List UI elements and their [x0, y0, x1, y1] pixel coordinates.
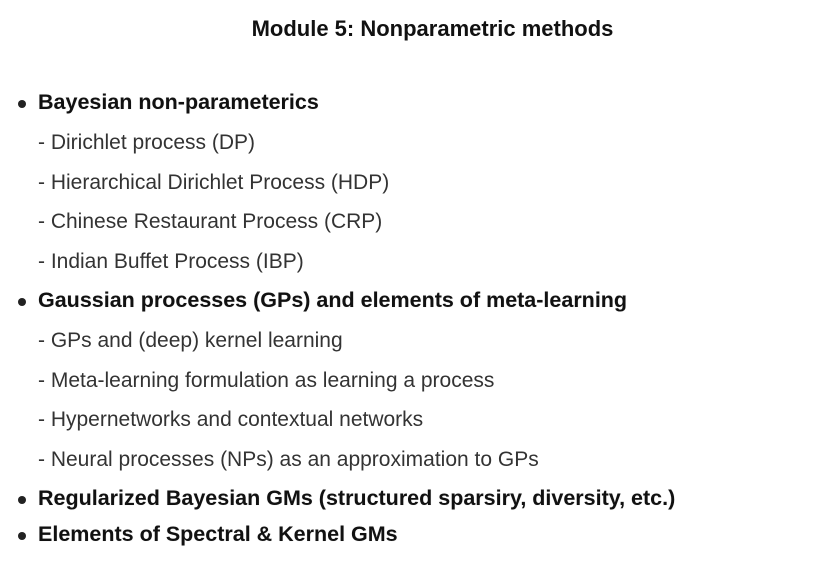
list-item: - Dirichlet process (DP)	[38, 131, 256, 154]
page-title: Module 5: Nonparametric methods	[251, 16, 614, 41]
topic-list	[14, 88, 675, 549]
sub-item-list	[38, 321, 675, 479]
list-item: - Indian Buffet Process (IBP)	[38, 249, 304, 273]
section-title: Gaussian processes (GPs) and elements of meta-learning	[38, 288, 628, 312]
list-item: - Hypernetworks and contextual networks	[38, 408, 424, 431]
bullet-icon	[18, 298, 26, 306]
section-title: Bayesian non-parameterics	[38, 90, 319, 114]
bullet-icon	[18, 532, 26, 540]
list-item: - Meta-learning formulation as learning a process	[38, 368, 495, 392]
list-item: - GPs and (deep) kernel learning	[38, 329, 343, 352]
section-bayesian-nonparametrics	[14, 88, 675, 281]
sub-item-list	[38, 123, 675, 281]
section-title: Elements of Spectral & Kernel GMs	[38, 522, 398, 546]
section-spectral-kernel-gms	[14, 520, 675, 549]
bullet-icon	[18, 100, 26, 108]
section-title: Regularized Bayesian GMs (structured sparsiry, diversity, etc.)	[38, 486, 676, 510]
bullet-icon	[18, 496, 26, 504]
list-item: - Neural processes (NPs) as an approximation to GPs	[38, 447, 539, 471]
section-gaussian-processes	[14, 286, 675, 479]
list-item: - Hierarchical Dirichlet Process (HDP)	[38, 170, 390, 194]
section-regularized-bayesian-gms	[14, 484, 675, 513]
list-item: - Chinese Restaurant Process (CRP)	[38, 210, 383, 233]
